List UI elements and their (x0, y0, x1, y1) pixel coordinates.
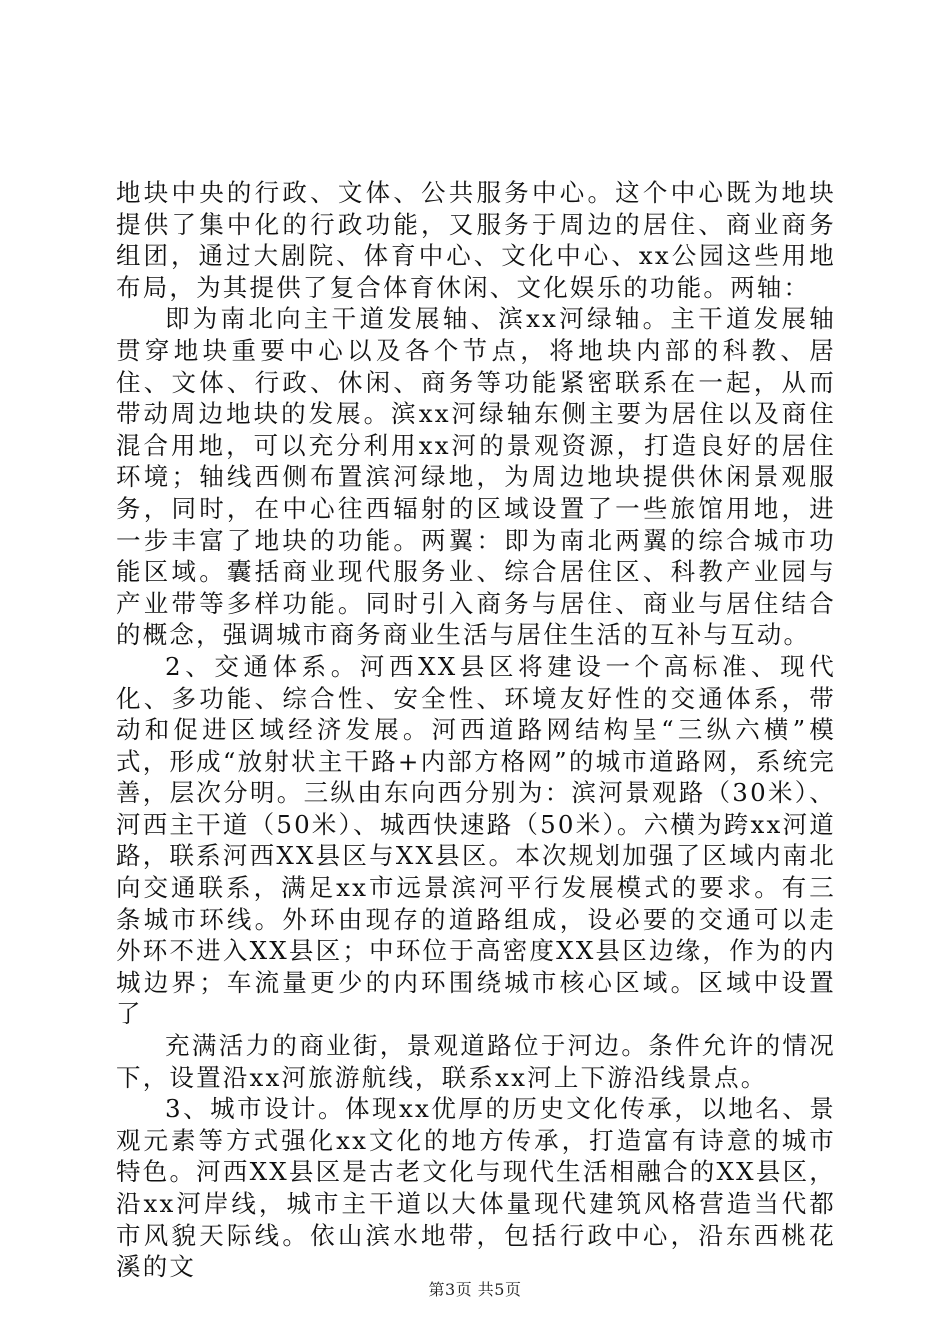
paragraph-5: 3、城市设计。体现xx优厚的历史文化传承，以地名、景观元素等方式强化xx文化的地方传承，打造富有诗意的城市特色。河西XX县区是古老文化与现代生活相融合的XX县区，沿xx河岸线，城市主干道以大体量现代建筑风格营造当代都市风貌天际线。依山滨水地带，包括行政中心，沿东西桃花溪的文 (116, 1094, 836, 1282)
paragraph-1: 地块中央的行政、文体、公共服务中心。这个中心既为地块提供了集中化的行政功能，又服务于周边的居住、商业商务组团，通过大剧院、体育中心、文化中心、xx公园这些用地布局，为其提供了复合体育休闲、文化娱乐的功能。两轴： (116, 178, 836, 302)
paragraph-2: 即为南北向主干道发展轴、滨xx河绿轴。主干道发展轴贯穿地块重要中心以及各个节点，将地块内部的科教、居住、文体、行政、休闲、商务等功能紧密联系在一起，从而带动周边地块的发展。滨xx河绿轴东侧主要为居住以及商住混合用地，可以充分利用xx河的景观资源，打造良好的居住环境；轴线西侧布置滨河绿地，为周边地块提供休闲景观服务，同时，在中心往西辐射的区域设置了一些旅馆用地，进一步丰富了地块的功能。两翼：即为南北两翼的综合城市功能区域。囊括商业现代服务业、综合居住区、科教产业园与产业带等多样功能。同时引入商务与居住、商业与居住结合的概念，强调城市商务商业生活与居住生活的互补与互动。 (116, 304, 836, 650)
document-body (116, 177, 836, 1283)
page-footer (0, 1277, 950, 1300)
paragraph-3: 2、交通体系。河西XX县区将建设一个高标准、现代化、多功能、综合性、安全性、环境友好性的交通体系，带动和促进区域经济发展。河西道路网结构呈“三纵六横”模式，形成“放射状主干路+内部方格网”的城市道路网，系统完善，层次分明。三纵由东向西分别为：滨河景观路（30米）、河西主干道（50米）、城西快速路（50米）。六横为跨xx河道路，联系河西XX县区与XX县区。本次规划加强了区域内南北向交通联系，满足xx市远景滨河平行发展模式的要求。有三条城市环线。外环由现存的道路组成，设必要的交通可以走外环不进入XX县区；中环位于高密度XX县区边缘，作为的内城边界；车流量更少的内环围绕城市核心区域。区域中设置了 (116, 651, 836, 1029)
page-number-label: 第3页 共5页 (428, 1280, 522, 1299)
paragraph-4: 充满活力的商业街，景观道路位于河边。条件允许的情况下，设置沿xx河旅游航线，联系xx河上下游沿线景点。 (116, 1031, 836, 1092)
